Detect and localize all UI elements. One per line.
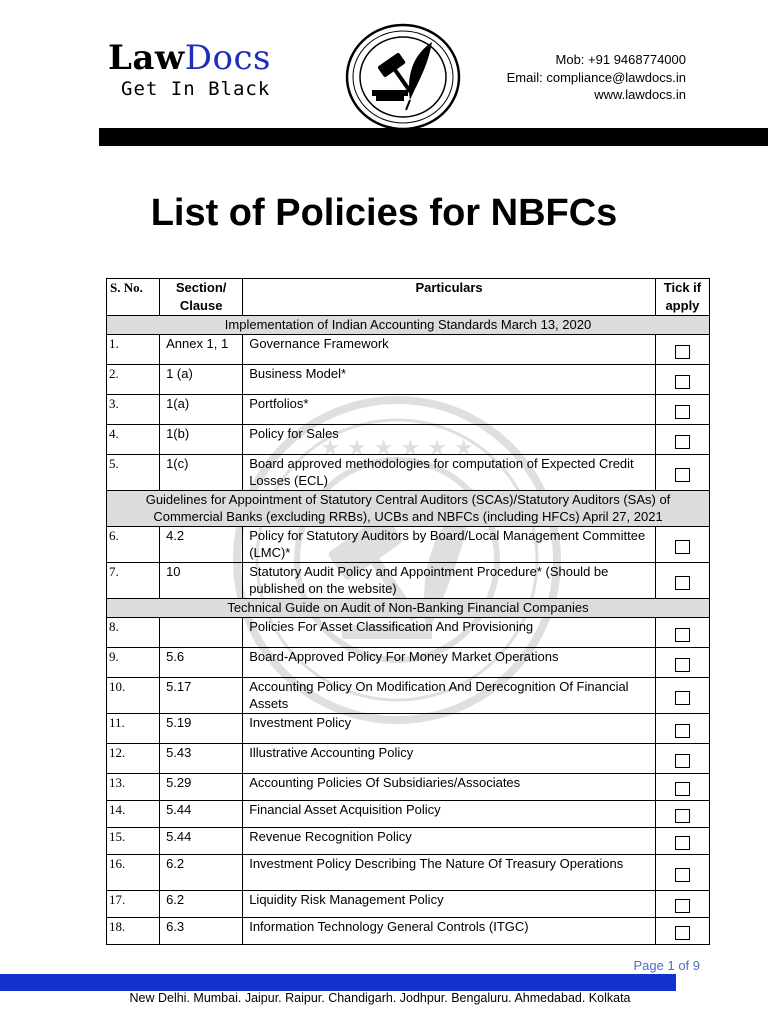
- svg-text:★ ★ ★ ★ ★ ★: ★ ★ ★ ★ ★ ★: [320, 436, 474, 461]
- table-row: [107, 618, 710, 648]
- row-section: 6.2: [160, 891, 243, 918]
- contact-email[interactable]: Email: compliance@lawdocs.in: [506, 69, 686, 85]
- row-sno: 7.: [107, 563, 160, 599]
- row-sno: 5.: [107, 455, 160, 491]
- row-section: 5.6: [160, 648, 243, 678]
- header-tick: Tick if apply: [655, 279, 709, 316]
- row-tick-cell: [655, 774, 709, 801]
- row-particulars: Board-Approved Policy For Money Market Operations: [243, 648, 656, 678]
- checkbox-icon[interactable]: [675, 926, 690, 940]
- checkbox-icon[interactable]: [675, 724, 690, 738]
- table-row: [107, 365, 710, 395]
- table-row: [107, 425, 710, 455]
- row-section: 5.19: [160, 714, 243, 744]
- checkbox-icon[interactable]: [675, 628, 690, 642]
- checkbox-icon[interactable]: [675, 375, 690, 389]
- table-row: [107, 455, 710, 491]
- row-tick-cell: [655, 714, 709, 744]
- footer-cities: New Delhi. Mumbai. Jaipur. Raipur. Chandigarh. Jodhpur. Bengaluru. Ahmedabad. Kolkata: [129, 991, 631, 1005]
- checkbox-icon[interactable]: [675, 405, 690, 419]
- row-sno: 3.: [107, 395, 160, 425]
- table-row: [107, 648, 710, 678]
- row-particulars: Policy for Sales: [243, 425, 656, 455]
- row-sno: 2.: [107, 365, 160, 395]
- row-tick-cell: [655, 527, 709, 563]
- gavel-and-quill-seal-icon: [344, 22, 462, 132]
- header-particulars: Particulars: [243, 279, 656, 316]
- row-sno: 18.: [107, 918, 160, 945]
- row-tick-cell: [655, 563, 709, 599]
- row-tick-cell: [655, 365, 709, 395]
- checkbox-icon[interactable]: [675, 782, 690, 796]
- row-tick-cell: [655, 891, 709, 918]
- row-section: 10: [160, 563, 243, 599]
- checkbox-icon[interactable]: [675, 754, 690, 768]
- checkbox-icon[interactable]: [675, 540, 690, 554]
- table-row: [107, 335, 710, 365]
- row-sno: 15.: [107, 828, 160, 855]
- row-sno: 1.: [107, 335, 160, 365]
- contact-info: [507, 51, 686, 104]
- table-row: [107, 714, 710, 744]
- row-particulars: Business Model*: [243, 365, 656, 395]
- table-row: [107, 563, 710, 599]
- row-particulars: Information Technology General Controls (ITGC): [243, 918, 656, 945]
- row-particulars: Illustrative Accounting Policy: [243, 744, 656, 774]
- row-particulars: Investment Policy Describing The Nature Of Treasury Operations: [243, 855, 656, 891]
- row-particulars: Accounting Policies Of Subsidiaries/Associates: [243, 774, 656, 801]
- section-heading: Implementation of Indian Accounting Standards March 13, 2020: [107, 316, 710, 335]
- brand-tagline: Get In Black: [121, 78, 271, 100]
- row-particulars: Governance Framework: [243, 335, 656, 365]
- row-particulars: Policy for Statutory Auditors by Board/Local Management Committee (LMC)*: [243, 527, 656, 563]
- brand-logo: [108, 38, 271, 100]
- row-tick-cell: [655, 395, 709, 425]
- row-particulars: Liquidity Risk Management Policy: [243, 891, 656, 918]
- row-section: 5.43: [160, 744, 243, 774]
- table-row: [107, 527, 710, 563]
- checkbox-icon[interactable]: [675, 868, 690, 882]
- row-particulars: Portfolios*: [243, 395, 656, 425]
- table-row: [107, 801, 710, 828]
- checkbox-icon[interactable]: [675, 691, 690, 705]
- row-tick-cell: [655, 918, 709, 945]
- row-particulars: Investment Policy: [243, 714, 656, 744]
- row-sno: 4.: [107, 425, 160, 455]
- row-sno: 17.: [107, 891, 160, 918]
- row-section: 5.44: [160, 828, 243, 855]
- brand-name: [108, 38, 271, 78]
- row-section: 1(b): [160, 425, 243, 455]
- row-particulars: Policies For Asset Classification And Provisioning: [243, 618, 656, 648]
- row-section: 1(a): [160, 395, 243, 425]
- header-divider-bar: [99, 128, 768, 146]
- row-tick-cell: [655, 455, 709, 491]
- checkbox-icon[interactable]: [675, 435, 690, 449]
- table-row: [107, 828, 710, 855]
- row-sno: 6.: [107, 527, 160, 563]
- row-sno: 13.: [107, 774, 160, 801]
- row-sno: 14.: [107, 801, 160, 828]
- table-row: [107, 678, 710, 714]
- row-section: 6.2: [160, 855, 243, 891]
- row-tick-cell: [655, 801, 709, 828]
- header-sno: S. No.: [107, 279, 160, 316]
- page-title: List of Policies for NBFCs: [150, 192, 618, 234]
- table-row: [107, 395, 710, 425]
- row-particulars: Statutory Audit Policy and Appointment Procedure* (Should be published on the website): [243, 563, 656, 599]
- section-heading: Technical Guide on Audit of Non-Banking Financial Companies: [107, 599, 710, 618]
- page-number: Page 1 of 9: [633, 958, 700, 973]
- row-section: 5.29: [160, 774, 243, 801]
- row-tick-cell: [655, 678, 709, 714]
- table-row: [107, 744, 710, 774]
- section-heading-row: [107, 599, 710, 618]
- row-tick-cell: [655, 335, 709, 365]
- row-section: 1(c): [160, 455, 243, 491]
- row-sno: 8.: [107, 618, 160, 648]
- checkbox-icon[interactable]: [675, 468, 690, 482]
- row-tick-cell: [655, 855, 709, 891]
- checkbox-icon[interactable]: [675, 836, 690, 850]
- contact-mobile: Mob: +91 9468774000: [555, 52, 686, 67]
- row-sno: 16.: [107, 855, 160, 891]
- table-body: [107, 316, 710, 945]
- table-row: [107, 891, 710, 918]
- row-particulars: Accounting Policy On Modification And Derecognition Of Financial Assets: [243, 678, 656, 714]
- contact-website[interactable]: www.lawdocs.in: [594, 87, 686, 102]
- row-tick-cell: [655, 828, 709, 855]
- row-sno: 11.: [107, 714, 160, 744]
- section-heading-row: [107, 316, 710, 335]
- row-section: [160, 618, 243, 648]
- row-tick-cell: [655, 618, 709, 648]
- row-sno: 9.: [107, 648, 160, 678]
- brand-name-law: Law: [108, 38, 185, 78]
- brand-name-docs: Docs: [184, 38, 271, 78]
- row-particulars: Financial Asset Acquisition Policy: [243, 801, 656, 828]
- row-section: 1 (a): [160, 365, 243, 395]
- table-row: [107, 774, 710, 801]
- row-sno: 10.: [107, 678, 160, 714]
- checkbox-icon[interactable]: [675, 345, 690, 359]
- policies-table: [106, 278, 710, 945]
- checkbox-icon[interactable]: [675, 576, 690, 590]
- section-heading-row: [107, 491, 710, 527]
- row-section: 6.3: [160, 918, 243, 945]
- row-particulars: Board approved methodologies for computation of Expected Credit Losses (ECL): [243, 455, 656, 491]
- row-particulars: Revenue Recognition Policy: [243, 828, 656, 855]
- checkbox-icon[interactable]: [675, 899, 690, 913]
- row-tick-cell: [655, 425, 709, 455]
- row-section: 5.44: [160, 801, 243, 828]
- section-heading: Guidelines for Appointment of Statutory Central Auditors (SCAs)/Statutory Auditors (SAs) of Commercial Banks (excluding RRBs), UCBs and NBFCs (including HFCs) April 27, 2021: [107, 491, 710, 527]
- header-section: Section/ Clause: [160, 279, 243, 316]
- row-section: 5.17: [160, 678, 243, 714]
- row-tick-cell: [655, 648, 709, 678]
- row-tick-cell: [655, 744, 709, 774]
- footer-bar: [0, 974, 676, 991]
- table-row: [107, 918, 710, 945]
- row-sno: 12.: [107, 744, 160, 774]
- row-section: Annex 1, 1: [160, 335, 243, 365]
- checkbox-icon[interactable]: [675, 658, 690, 672]
- row-section: 4.2: [160, 527, 243, 563]
- table-row: [107, 855, 710, 891]
- table-header-row: [107, 279, 710, 316]
- checkbox-icon[interactable]: [675, 809, 690, 823]
